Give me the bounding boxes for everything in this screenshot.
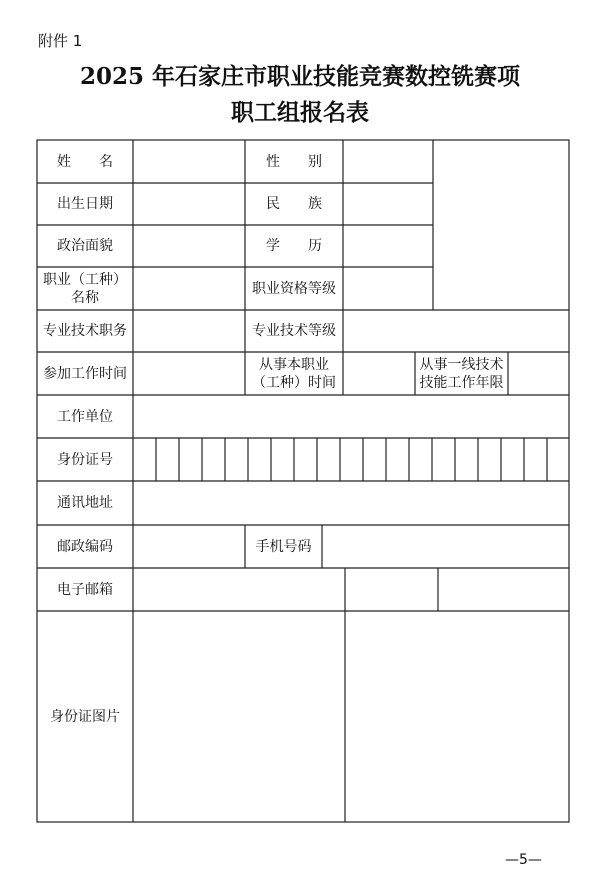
label-technical-post: 专业技术职务: [43, 323, 127, 339]
label-id-number: 身份证号: [57, 451, 113, 468]
form-title-line1: 2025 年石家庄市职业技能竞赛数控铣赛项: [79, 63, 521, 90]
form-title-line2: 职工组报名表: [231, 99, 369, 126]
label-occupation-duration: 从事本职业 （工种）时间: [252, 356, 336, 391]
page-number: —5—: [505, 852, 542, 868]
label-birth-date: 出生日期: [57, 196, 113, 212]
attachment-label: 附件 1: [38, 32, 83, 50]
label-gender: 性 别: [266, 153, 322, 170]
label-frontline-years: 从事一线技术 技能工作年限: [419, 356, 504, 391]
label-education: 学 历: [266, 238, 322, 254]
label-id-photo: 身份证图片: [50, 708, 120, 725]
label-work-start-date: 参加工作时间: [43, 365, 127, 382]
label-postcode: 邮政编码: [57, 538, 113, 555]
label-name: 姓 名: [57, 153, 113, 170]
label-qualification-level: 职业资格等级: [252, 280, 336, 297]
label-employer: 工作单位: [57, 408, 113, 425]
label-mobile: 手机号码: [255, 538, 312, 555]
label-email: 电子邮箱: [57, 581, 113, 598]
label-political-status: 政治面貌: [57, 238, 113, 254]
label-technical-level: 专业技术等级: [252, 323, 336, 339]
label-mailing-address: 通讯地址: [57, 495, 113, 511]
label-ethnicity: 民 族: [266, 196, 322, 212]
label-occupation-name: 职业（工种） 名称: [43, 271, 127, 306]
